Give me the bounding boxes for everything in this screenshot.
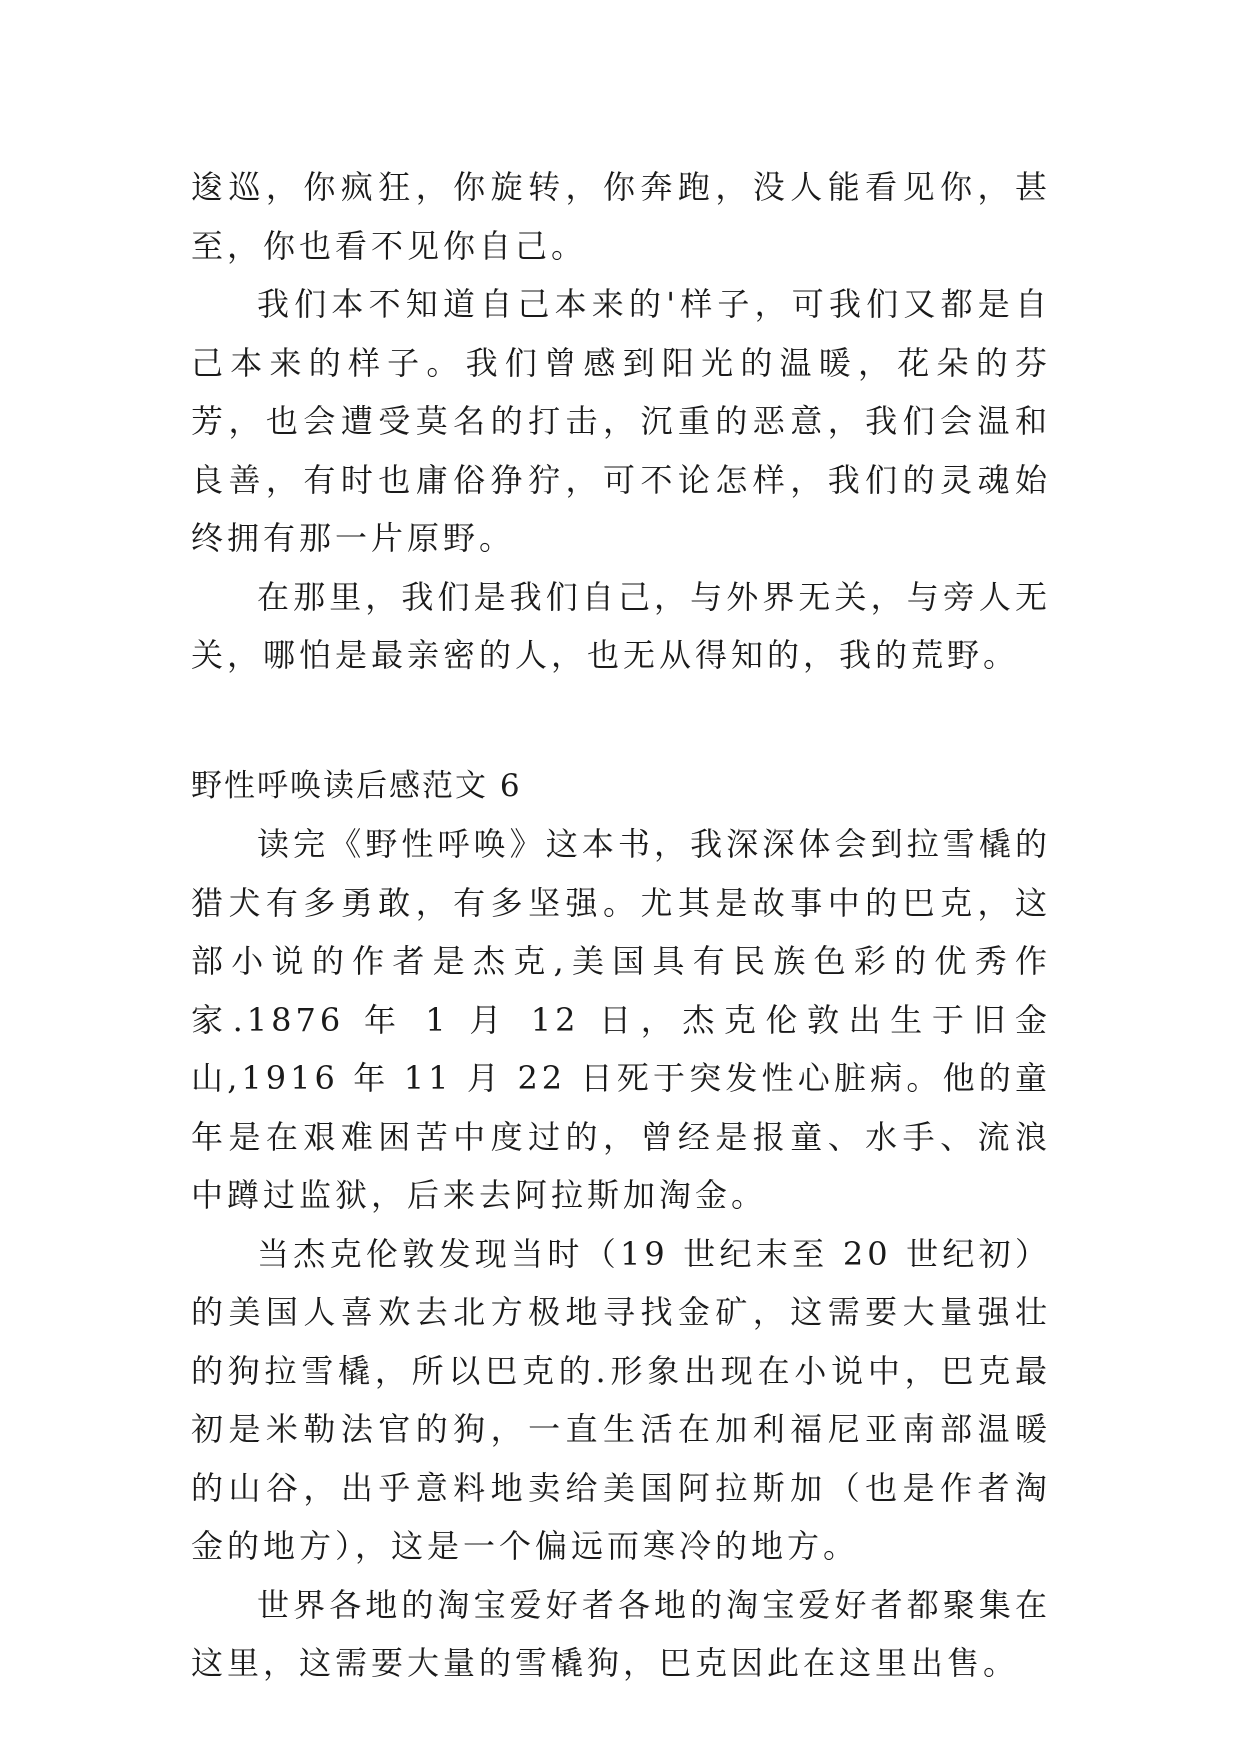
paragraph: 读完《野性呼唤》这本书，我深深体会到拉雪橇的猎犬有多勇敢，有多坚强。尤其是故事中的巴克，这部小说的作者是杰克,美国具有民族色彩的优秀作家.1876 年 1 月 12 日，杰克伦敦出生于旧金山,1916 年 11 月 22 日死于突发性心脏病。他的童年是在艰难困苦中度过的，曾经是报童、水手、流浪中蹲过监狱，后来去阿拉斯加淘金。 — [191, 825, 1051, 1214]
document-body — [191, 158, 1051, 1693]
section-title: 野性呼唤读后感范文 6 — [191, 767, 522, 804]
paragraph: 我们本不知道自己本来的'样子，可我们又都是自己本来的样子。我们曾感到阳光的温暖，花朵的芬芳，也会遭受莫名的打击，沉重的恶意，我们会温和良善，有时也庸俗狰狞，可不论怎样，我们的灵魂始终拥有那一片原野。 — [191, 285, 1051, 557]
paragraph: 世界各地的淘宝爱好者各地的淘宝爱好者都聚集在这里，这需要大量的雪橇狗，巴克因此在这里出售。 — [191, 1585, 1051, 1682]
paragraph: 在那里，我们是我们自己，与外界无关，与旁人无关，哪怕是最亲密的人，也无从得知的，我的荒野。 — [191, 577, 1051, 674]
paragraph-continued: 逡巡，你疯狂，你旋转，你奔跑，没人能看见你，甚至，你也看不见你自己。 — [191, 168, 1051, 265]
paragraph: 当杰克伦敦发现当时（19 世纪末至 20 世纪初）的美国人喜欢去北方极地寻找金矿，这需要大量强壮的狗拉雪橇，所以巴克的.形象出现在小说中，巴克最初是米勒法官的狗，一直生活在加利福尼亚南部温暖的山谷，出乎意料地卖给美国阿拉斯加（也是作者淘金的地方），这是一个偏远而寒冷的地方。 — [191, 1234, 1051, 1565]
